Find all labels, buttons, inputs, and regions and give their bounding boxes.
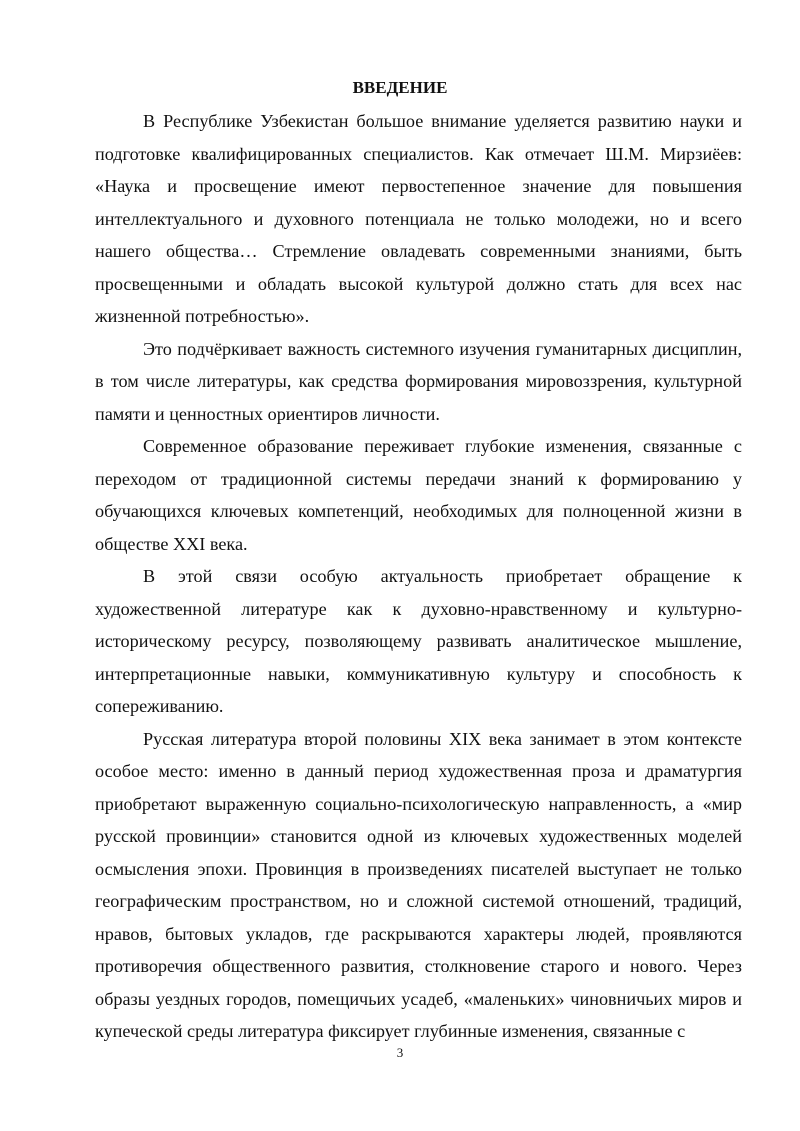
page-number: 3	[396, 1045, 404, 1060]
paragraph-5: Русская литература второй половины XIX века занимает в этом контексте особое место: именно в данный период художественная проза и драматургия приобретают выраженную социально-психологическую направленность, а «мир русской провинции» становится одной из ключевых художественных моделей осмысления эпохи. Провинция в произведениях писателей выступает не только географическим пространством, но и сложной системой отношений, традиций, нравов, бытовых укладов, где раскрываются характеры людей, проявляются противоречия общественного развития, столкновение старого и нового. Через образы уездных городов, помещичьих усадеб, «маленьких» чиновничьих миров и купеческой среды литература фиксирует глубинные изменения, связанные с	[95, 728, 742, 1041]
paragraph-3: Современное образование переживает глубокие изменения, связанные с переходом от традиционной системы передачи знаний к формированию у обучающихся ключевых компетенций, необходимых для полноценной жизни в обществе XXI века.	[95, 436, 742, 554]
body-text	[95, 105, 742, 1048]
paragraph-2: Это подчёркивает важность системного изучения гуманитарных дисциплин, в том числе литературы, как средства формирования мировоззрения, культурной памяти и ценностных ориентиров личности.	[95, 338, 742, 424]
section-heading: ВВЕДЕНИЕ	[352, 78, 448, 97]
paragraph-1: В Республике Узбекистан большое внимание уделяется развитию науки и подготовке квалифицированных специалистов. Как отмечает Ш.М. Мирзиёев: «Наука и просвещение имеют первостепенное значение для повышения интеллектуального и духовного потенциала не только молодежи, но и всего нашего общества… Стремление овладевать современными знаниями, быть просвещенными и обладать высокой культурой должно стать для всех нас жизненной потребностью».	[95, 111, 742, 326]
paragraph-4: В этой связи особую актуальность приобретает обращение к художественной литературе как к духовно-нравственному и культурно-историческому ресурсу, позволяющему развивать аналитическое мышление, интерпретационные навыки, коммуникативную культуру и способность к сопереживанию.	[95, 566, 742, 716]
